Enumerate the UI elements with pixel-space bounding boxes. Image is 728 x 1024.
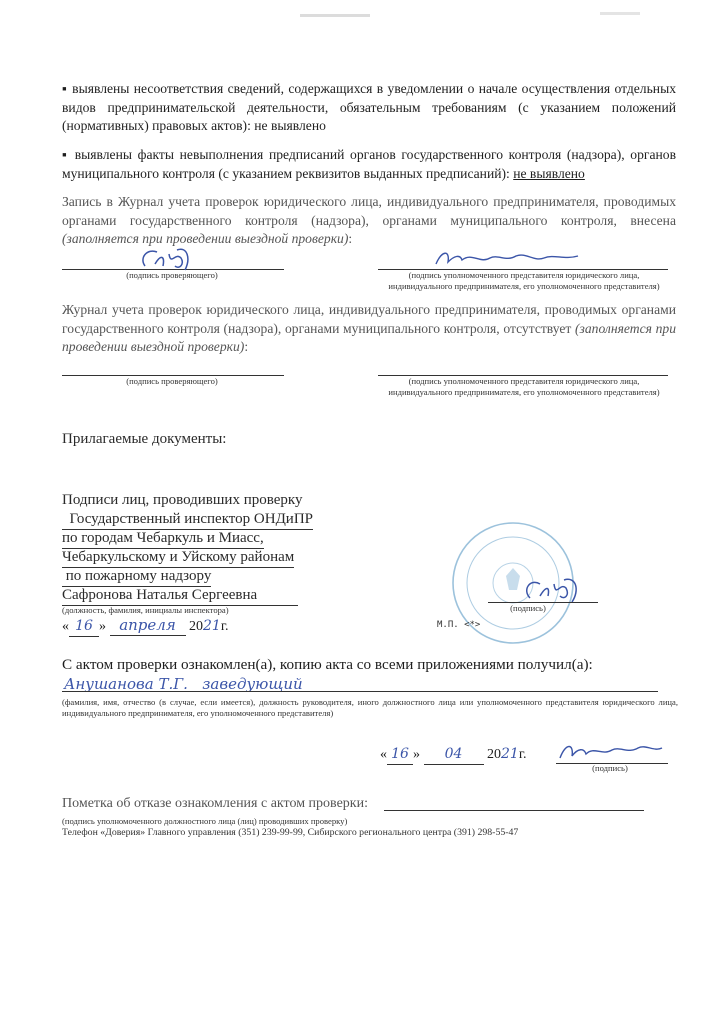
date-year-suffix: 21 <box>203 618 221 634</box>
signature-label-2: (подпись) <box>592 763 628 773</box>
scan-artifact <box>300 14 370 17</box>
acquainted-line <box>62 691 658 692</box>
acquainted-statement: С актом проверки ознакомлен(а), копию акта со всеми приложениями получил(а): <box>62 656 593 673</box>
attached-documents-heading: Прилагаемые документы: <box>62 431 227 447</box>
journal-entry-text: Запись в Журнал учета проверок юридического лица, индивидуального предпринимателя, проводимых органами государственного контроля (надзора), органами муниципального контроля, внесена <box>62 194 676 228</box>
journal-entry-note: (заполняется при проведении выездной проверки) <box>62 231 349 246</box>
paragraph-journal-absent <box>62 301 676 357</box>
quote-open: « <box>62 619 69 634</box>
representative-signature-label: (подпись уполномоченного представителя юридического лица, индивидуального предпринимателя, его уполномоченного представителя) <box>388 270 660 291</box>
representative-signature-label-2: (подпись уполномоченного представителя юридического лица, индивидуального предпринимателя, его уполномоченного представителя) <box>388 376 660 397</box>
signer-sub-label: (должность, фамилия, инициалы инспектора) <box>62 605 229 615</box>
signer-position-line-2: по городам Чебаркуль и Миасс, <box>62 529 264 549</box>
signers-heading: Подписи лиц, проводивших проверку <box>62 492 303 508</box>
year-suffix-g: г. <box>220 619 229 634</box>
refusal-note-text: Пометка об отказе ознакомления с актом проверки: <box>62 796 368 811</box>
representative-signature-mark <box>432 246 582 272</box>
refusal-note <box>62 794 368 813</box>
year-suffix-g: г. <box>518 747 527 762</box>
quote-open: « <box>380 747 387 762</box>
paragraph-inconsistencies <box>62 80 676 136</box>
inspector-signature-label: (подпись проверяющего) <box>126 270 218 280</box>
orders-result: не выявлено <box>513 165 585 181</box>
journal-absent-note: (заполняется при проведении выездной проверки) <box>62 320 676 354</box>
date-month: апреля <box>110 615 186 636</box>
year-prefix: 20 <box>189 619 203 634</box>
bullet-icon: ▪ <box>62 147 70 162</box>
signer-name: Сафронова Наталья Сергеевна <box>62 586 298 606</box>
bullet-icon: ▪ <box>62 81 68 96</box>
signature-label: (подпись) <box>510 603 546 613</box>
paragraph-orders <box>62 146 676 183</box>
signer-position-line-3: Чебаркульскому и Уйскому районам <box>62 548 294 568</box>
signer-position-line-1: Государственный инспектор ОНДиПР <box>62 510 313 530</box>
acquainted-sub-label: (фамилия, имя, отчество (в случае, если имеется), должность руководителя, иного должностного лица или уполномоченного представителя юридического лица, индивидуального предпринимателя, его уполномоченного представителя) <box>62 697 678 718</box>
date2-month: 04 <box>424 744 484 765</box>
colon: : <box>244 339 249 354</box>
quote-close: » <box>413 747 420 762</box>
inconsistencies-text: выявлены несоответствия сведений, содержащихся в уведомлении о начале осуществления отдельных видов предпринимательской деятельности, обязательным требованиям (с указанием положений (нормативных) правовых актов): не выявлено <box>62 81 676 133</box>
inspector-signature-label-2: (подпись проверяющего) <box>126 376 218 386</box>
seal-place-mark: М.П. <*> <box>437 620 481 630</box>
date2-day: 16 <box>387 744 413 765</box>
inspection-date <box>62 615 229 637</box>
refusal-sub-label: (подпись уполномоченного должностного лица (лиц) проводивших проверку) <box>62 816 348 826</box>
recipient-signature-mark <box>556 738 666 764</box>
year-prefix: 20 <box>487 747 501 762</box>
journal-absent-text: Журнал учета проверок юридического лица, индивидуального предпринимателя, проводимых органами государственного контроля (надзора), органами муниципального контроля, отсутствует <box>62 302 676 336</box>
date2-year-suffix: 21 <box>501 746 519 762</box>
scan-artifact <box>600 12 640 15</box>
orders-text: выявлены факты невыполнения предписаний органов государственного контроля (надзора), органов муниципального контроля (с указанием реквизитов выданных предписаний): <box>62 147 676 181</box>
colon: : <box>348 231 353 246</box>
date-day: 16 <box>69 616 99 637</box>
quote-close: » <box>99 619 106 634</box>
acquainted-handwritten-name: Анушанова Т.Г. заведующий <box>64 675 303 693</box>
paragraph-journal-entry <box>62 193 676 249</box>
refusal-line <box>384 810 644 811</box>
signer-position-line-4: по пожарному надзору <box>62 567 211 587</box>
receipt-date <box>380 744 527 765</box>
hotline-text: Телефон «Доверия» Главного управления (351) 239-99-99, Сибирского регионального центра (391) 298-55-47 <box>62 827 519 838</box>
